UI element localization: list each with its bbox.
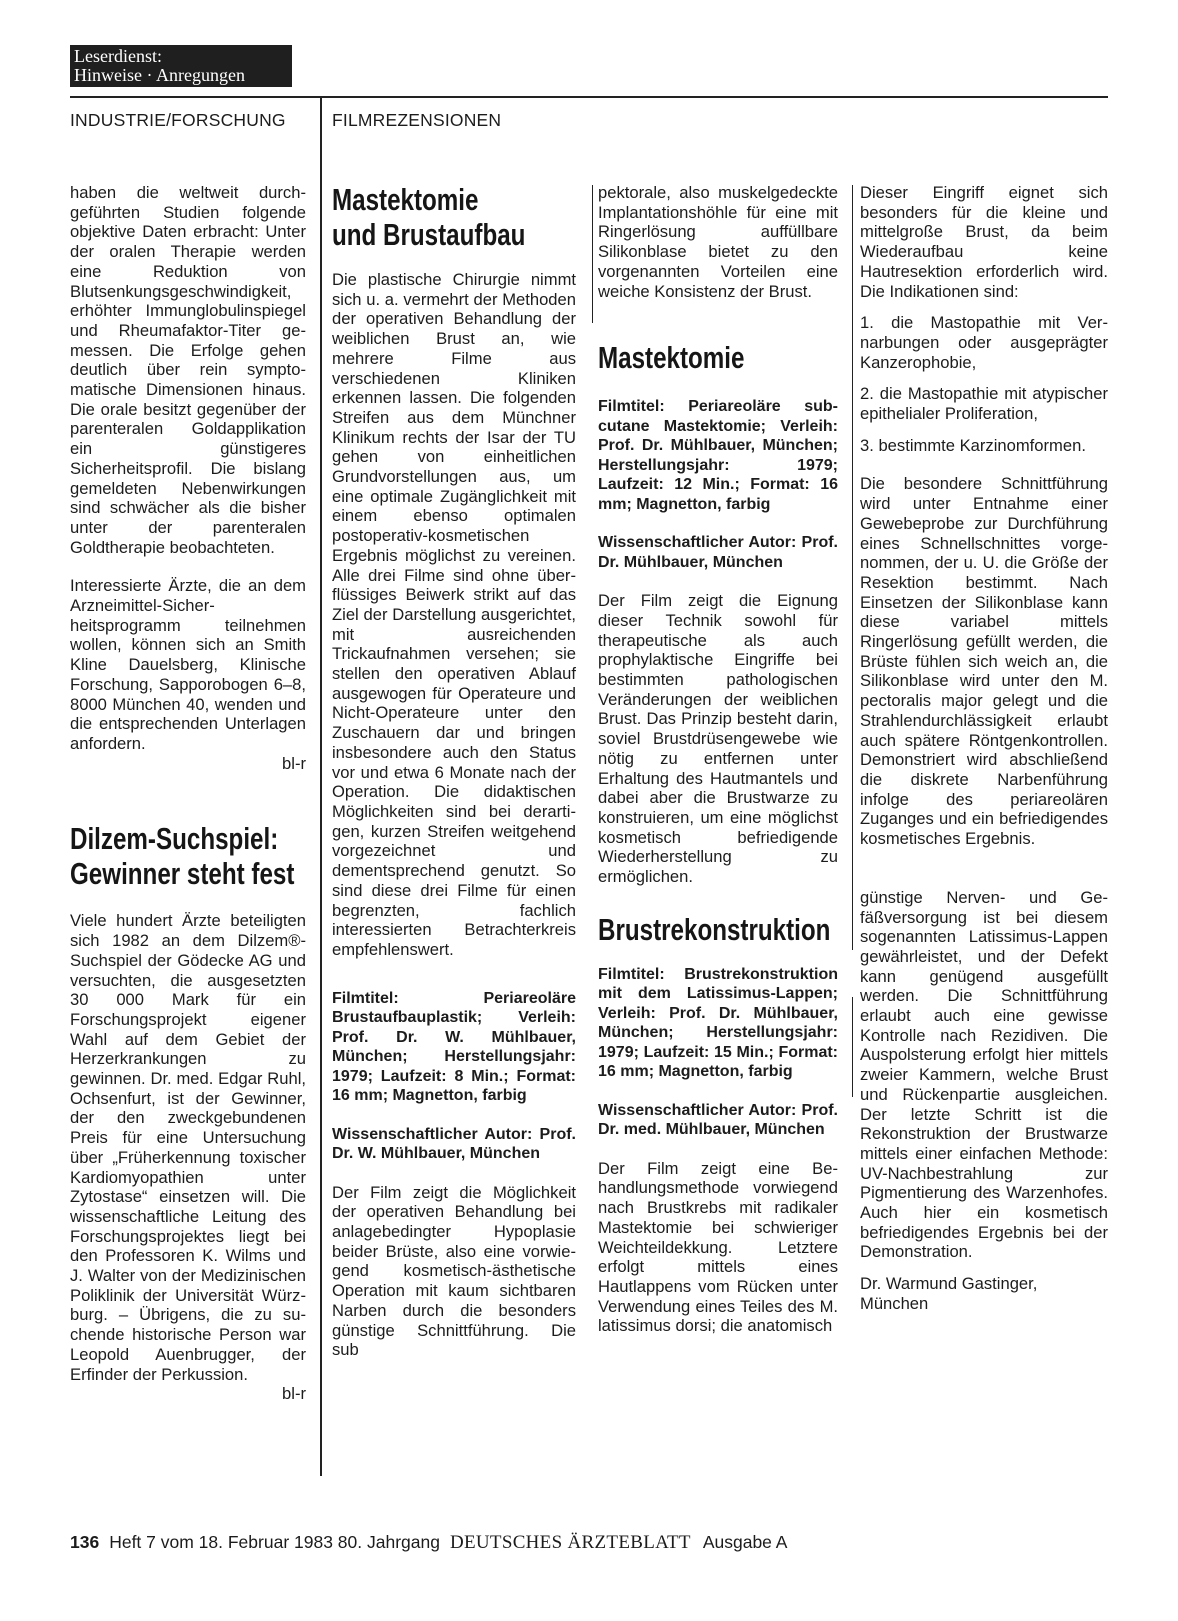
issue-info: Heft 7 vom 18. Februar 1983 80. Jahrgang	[109, 1532, 440, 1552]
headline-line: Gewinner steht fest	[70, 856, 295, 892]
film-author: Wissenschaftlicher Autor: Prof. Dr. W. Mühlbauer, München	[332, 1125, 576, 1163]
headline-mastectomy-reconstruction	[332, 182, 526, 252]
author-initials: bl-r	[282, 1384, 306, 1404]
paragraph: günstige Nerven- und Gefäßversorgung ist bei diesem sogenannten Latissimus-Lappen gewährleistet, und der Defekt kann genügend ausgefüllt werden. Die Schnittführung erlaubt auch eine gewisse Kontrolle nach Rezidiven. Die Auspolsterung erfolgt hier mittels zweier Kammern, welche Brust und Rückenpartie ausgleichen. Der letzte Schritt ist die Rekonstruktion der Brustwarze mittels einer einfachen Methode: UV-Nachbestrahlung zur Pigmentierung des Warzenhofes. Auch hier ein kosmetisch befriedigendes Ergebnis bei der Demonstration.	[860, 887, 1108, 1262]
paragraph: Der Film zeigt die Eignung dieser Technik sowohl für therapeutische als auch prophylaktische Eingriffe bei bestimmten pathologischen Veränderungen der weiblichen Brust. Das Prinzip besteht darin, soviel Brustdrüsengewebe wie nötig zu entfernen unter Erhaltung des Hautmantels und dabei aber die Brustwarze zu konstruieren, um eine möglichst kosmetisch befriedigende Wiederherstellung zu ermöglichen.	[598, 591, 838, 887]
headline-breast-reconstruction: Brustrekonstruktion	[598, 911, 831, 947]
page-footer	[70, 1532, 787, 1554]
paragraph: Der Film zeigt eine Behandlungsmethode vorwiegend nach Brustkrebs mit radikaler Mastektomie bei schwieriger Weichteildekkung. Letztere erfolgt mittels eines Hautlappens vom Rücken unter Verwendung eines Teiles des M. latissimus dorsi; die anatomisch	[598, 1158, 838, 1336]
list-item: 2. die Mastopathie mit atypischer epithelialer Proliferation,	[860, 384, 1108, 424]
badge-line-2: Hinweise · Anregungen	[74, 65, 245, 85]
paragraph: Interessierte Ärzte, die an dem Arzneimittel-Sicherheitsprogramm teilnehmen wollen, können sich an Smith Kline Dauelsberg, Klinische Forschung, Sapporobogen 6–8, 8000 München 40, wenden und die entsprechenden Unterlagen anfordern.	[70, 576, 306, 753]
paragraph: pektorale, also muskelgedeckte Implantationshöhle für eine mit Ringerlösung auffüllbare Silikonblase bietet zu den vorgenannten Vorteilen eine weiche Konsistenz der Brust.	[598, 183, 838, 301]
headline-line: Dilzem-Suchspiel:	[70, 821, 279, 857]
film-author: Wissenschaftlicher Autor: Prof. Dr. med. Mühlbauer, München	[598, 1101, 838, 1139]
column-industry	[70, 183, 306, 1404]
film-author: Wissenschaftlicher Autor: Prof. Dr. Mühlbauer, München	[598, 534, 838, 571]
column-mastectomy	[598, 183, 838, 1355]
headline-line: Mastektomie	[332, 182, 479, 217]
author-initials: bl-r	[282, 753, 306, 773]
column-film-intro	[332, 182, 576, 1379]
signature-row	[70, 1384, 306, 1404]
reader-service-badge	[70, 45, 292, 87]
top-rule	[70, 96, 1108, 98]
headline-dilzem	[70, 821, 306, 891]
review-author: Dr. Warmund Gastinger, München	[860, 1274, 1038, 1313]
section-label-industry: INDUSTRIE/FORSCHUNG	[70, 110, 286, 130]
column-divider-4	[852, 185, 853, 950]
paragraph: Viele hundert Ärzte beteiligten sich 1982 an dem Dilzem®-Suchspiel der Gödecke AG und versuchten, die ausgesetzten 30 000 Mark für ein Forschungsprojekt eigener Wahl auf dem Gebiet der Herzerkrankungen zu gewinnen. Dr. med. Edgar Ruhl, Ochsenfurt, ist der Gewinner, der den zweckgebundenen Preis für eine Untersuchung über „Früherkennung toxischer Kardiomyopathien unter Zytostase“ einsetzen will. Die wissenschaftliche Leitung des Forschungsprojektes liegt bei den Professoren K. Wilms und J. Walter von der Medizinischen Poliklinik der Universität Würzburg. – Übrigens, die zu suchende historische Person war Leopold Auenbrugger, der Erfinder der Perkussion.	[70, 911, 306, 1384]
film-metadata: Filmtitel: Periareoläre subcutane Mastektomie; Verleih: Prof. Dr. Mühlbauer, München; Herstellungsjahr: 1979; Laufzeit: 12 Min.; Format: 16 mm; Magnetton, farbig	[598, 398, 838, 513]
list-item: 3. bestimmte Karzinomformen.	[860, 435, 1086, 455]
journal-name: DEUTSCHES ÄRZTEBLATT	[449, 1532, 691, 1553]
paragraph: Die plastische Chirurgie nimmt sich u. a. vermehrt der Methoden der operativen Behandlung der weiblichen Brust an, wie mehrere Filme aus verschiedenen Kliniken erkennen lassen. Die folgenden Streifen aus dem Münchner Klinikum rechts der Isar der TU gehen von einheitlichen Grundvorstellungen aus, um eine optimale Zugänglichkeit mit einem ebenso optimalen postoperativ-kosmetischen Ergebnis möglichst zu vereinen. Alle drei Filme sind ohne überflüssiges Beiwerk strikt auf das Ziel der Darstellung ausgerichtet, mit ausreichenden Trickaufnahmen versehen; sie stellen den operativen Ablauf ausgewogen für Operateure und Nicht-Operateure unter den Zuschauern dar und bringen insbesondere auch den Status vor und etwa 6 Monate nach der Operation. Die didaktischen Möglichkeiten sind bei derartigen, kurzen Streifen weitgehend vorgezeichnet und dementsprechend genutzt. So sind diese drei Filme für einen begrenzten, fachlich interessierten Betrachterkreis empfehlenswert.	[332, 270, 576, 959]
column-divider-5	[852, 997, 853, 1097]
signature-row	[70, 754, 306, 774]
headline-line: und Brustaufbau	[332, 217, 526, 252]
badge-line-1: Leserdienst:	[74, 46, 162, 66]
section-label-film-reviews: FILMREZENSIONEN	[332, 110, 502, 130]
edition: Ausgabe A	[702, 1532, 788, 1552]
paragraph: Dieser Eingriff eignet sich besonders für die kleine und mittelgroße Brust, da beim Wiederaufbau keine Hautresektion erforderlich wird. Die Indikationen sind:	[860, 183, 1108, 301]
film-metadata: Filmtitel: Periareoläre Brustaufbauplastik; Verleih: Prof. Dr. W. Mühlbauer, München; Herstellungsjahr: 1979; Laufzeit: 8 Min.; Format: 16 mm; Magnetton, farbig	[332, 989, 576, 1105]
column-divider-3	[592, 185, 593, 323]
paragraph: Die besondere Schnittführung wird unter Entnahme einer Gewebeprobe zur Durchführung eines Schnellschnittes vorgenommen, der u. U. die Größe der Resektion bestimmt. Nach Einsetzen der Silikonblase kann diese variabel mittels Ringerlösung gefüllt werden, die Brüste fühlen sich weich an, die Silikonblase wird unter den M. pectoralis major gelegt und die Strahlendurchlässigkeit erlaubt auch spätere Röntgenkontrollen. Demonstriert wird abschließend die diskrete Narbenführung infolge des periareolären Zuganges und ein befriedigendes kosmetisches Ergebnis.	[860, 474, 1108, 849]
column-divider-main	[320, 98, 322, 1476]
headline-mastectomy: Mastektomie	[598, 340, 745, 376]
list-item: 1. die Mastopathie mit Vernarbungen oder ausgeprägter Kanzerophobie,	[860, 313, 1108, 372]
column-indications	[860, 183, 1108, 1333]
paragraph: Der Film zeigt die Möglichkeit der operativen Behandlung bei anlagebedingter Hypoplasie beider Brüste, also eine vorwiegend kosmetisch-ästhetische Operation mit kaum sichtbaren Narben durch die besonders günstige Schnittführung. Die sub	[332, 1182, 576, 1360]
paragraph: haben die weltweit durchgeführten Studien folgende objektive Daten erbracht: Unter der oralen Therapie werden eine Reduktion von Blutsenkungsgeschwindigkeit, erhöhter Immunglobulinspiegel und Rheumafaktor-Titer gemessen. Die Erfolge gehen deutlich über rein symptomatische Dimensionen hinaus. Die orale besitzt gegenüber der parenteralen Goldapplikation ein günstigeres Sicherheitsprofil. Die bislang gemeldeten Nebenwirkungen sind schwächer als die bisher unter der parenteralen Goldtherapie beobachteten.	[70, 183, 306, 557]
film-metadata: Filmtitel: Brustrekonstruktion mit dem Latissimus-Lappen; Verleih: Prof. Dr. Mühlbauer, München; Herstellungsjahr: 1979; Laufzeit: 15 Min.; Format: 16 mm; Magnetton, farbig	[598, 965, 838, 1081]
page-number: 136	[70, 1532, 100, 1552]
